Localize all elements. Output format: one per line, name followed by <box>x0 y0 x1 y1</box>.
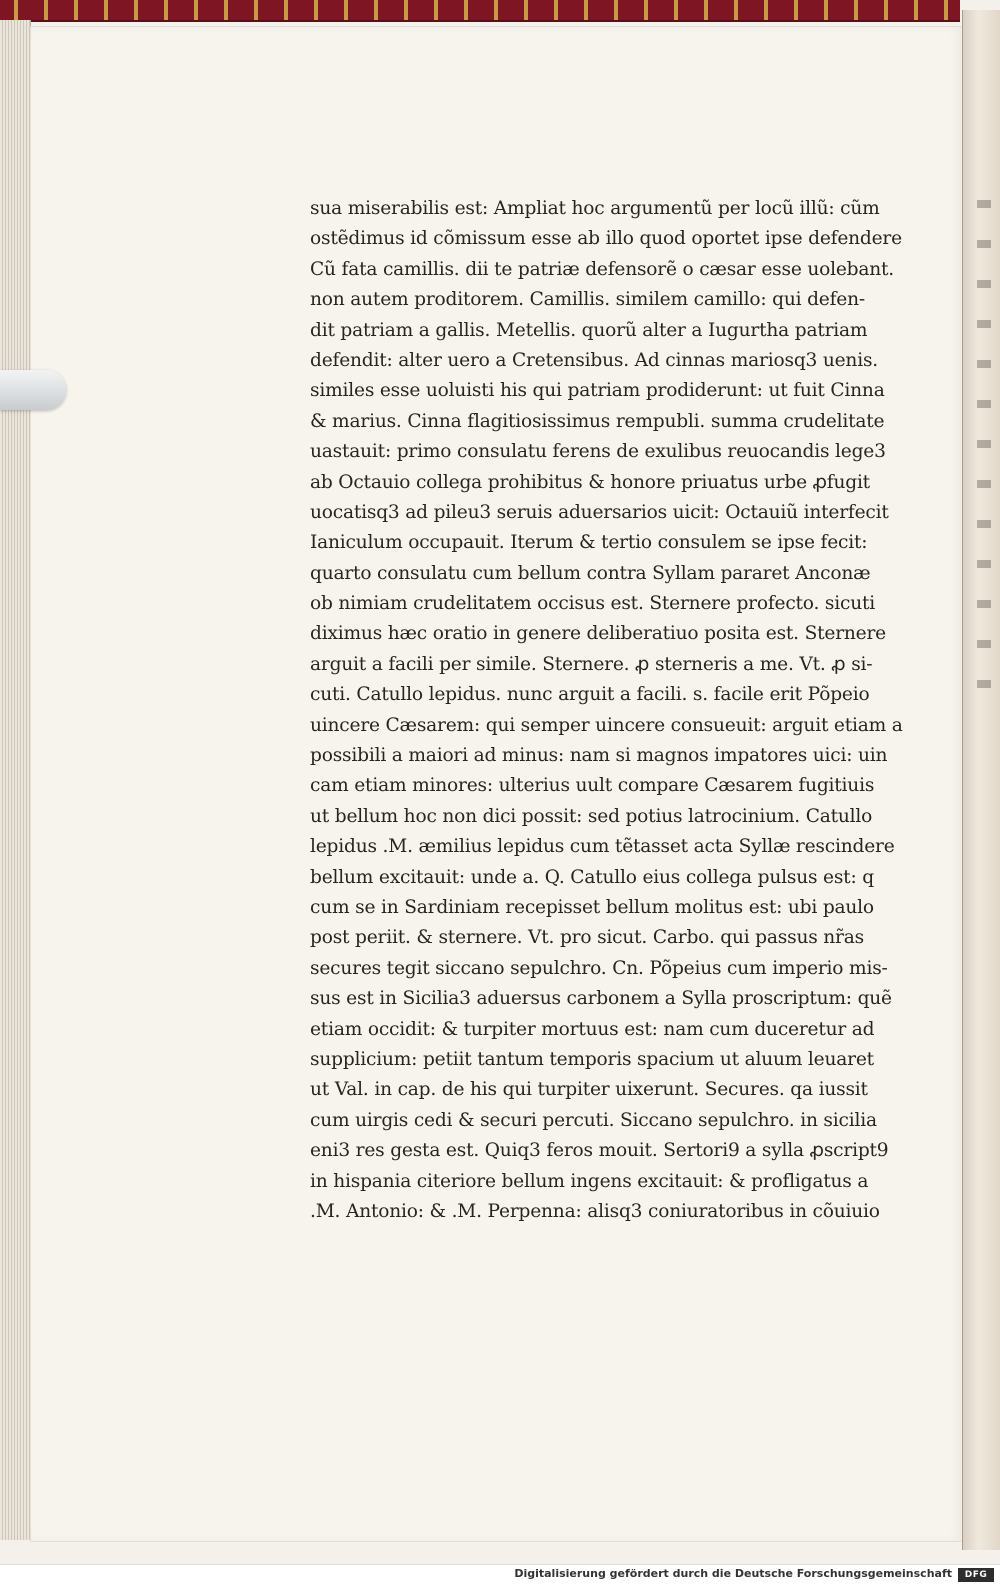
text-line: ut bellum hoc non dici possit: sed potius latrocinium. Catullo <box>310 805 873 827</box>
text-line: sus est in Sicilia3 aduersus carbonem a Sylla proscriptum: quẽ <box>310 988 892 1010</box>
text-line: in hispania citeriore bellum ingens excitauit: & profligatus a <box>310 1170 869 1192</box>
dfg-logo: DFG <box>958 1568 994 1582</box>
text-line: non autem proditorem. Camillis. similem camillo: qui defen- <box>310 289 865 311</box>
text-line: possibili a maiori ad minus: nam si magnos impatores uici: uin <box>310 745 888 767</box>
text-line: & marius. Cinna flagitiosissimus rempubli. summa crudelitate <box>310 410 885 432</box>
text-line: sua miserabilis est: Ampliat hoc argumentũ per locũ illũ: cũm <box>310 198 880 219</box>
text-line: Ianiculum occupauit. Iterum & tertio consulem se ipse fecit: <box>310 532 868 554</box>
text-line: defendit: alter uero a Cretensibus. Ad cinnas mariosq3 uenis. <box>310 349 879 371</box>
text-line: uincere Cæsarem: qui semper uincere consueuit: arguit etiam a <box>310 714 903 736</box>
text-line: ob nimiam crudelitatem occisus est. Sternere profecto. sicuti <box>310 593 875 615</box>
text-line: .M. Antonio: & .M. Perpenna: alisq3 coniuratoribus in cõuiuio <box>310 1200 880 1222</box>
bleed-through-marks <box>977 200 991 720</box>
text-line: arguit a facili per simile. Sternere. ꝓ sterneris a me. Vt. ꝓ si- <box>310 653 873 675</box>
text-line: eni3 res gesta est. Quiq3 feros mouit. Sertori9 a sylla ꝓscript9 <box>310 1140 889 1162</box>
book-cover-edge <box>0 0 960 22</box>
text-line: cam etiam minores: ulterius uult compare Cæsarem fugitiuis <box>310 775 875 797</box>
text-line: ab Octauio collega prohibitus & honore priuatus urbe ꝓfugit <box>310 471 870 493</box>
text-line: quarto consulatu cum bellum contra Syllam pararet Anconæ <box>310 562 871 584</box>
text-line: etiam occidit: & turpiter mortuus est: nam cum duceretur ad <box>310 1018 875 1040</box>
text-line: ut Val. in cap. de his qui turpiter uixerunt. Secures. qa iussit <box>310 1079 868 1101</box>
text-line: uocatisq3 ad pileu3 seruis aduersarios uicit: Octauiũ interfecit <box>310 501 889 523</box>
adjacent-page-edge <box>962 10 1000 1550</box>
text-line: post periit. & sternere. Vt. pro sicut. Carbo. qui passus nr̃as <box>310 927 864 949</box>
text-line: diximus hæc oratio in genere deliberatiuo posita est. Sternere <box>310 623 886 645</box>
text-line: cum se in Sardiniam recepisset bellum molitus est: ubi paulo <box>310 896 874 918</box>
text-line: bellum excitauit: unde a. Q. Catullo eius collega pulsus est: q <box>310 866 874 888</box>
funding-credit-text: Digitalisierung gefördert durch die Deutsche Forschungsgemeinschaft <box>514 1567 952 1580</box>
page-stack-edge <box>0 20 31 1540</box>
digitization-footer <box>0 1564 1000 1584</box>
text-line: ostẽdimus id cõmissum esse ab illo quod oportet ipse defendere <box>310 228 902 250</box>
text-line: cum uirgis cedi & securi percuti. Siccano sepulchro. in sicilia <box>310 1109 877 1131</box>
bookmark-tab <box>0 370 66 410</box>
page-text-block <box>310 194 903 1227</box>
text-line: Cũ fata camillis. dii te patriæ defensorẽ o cæsar esse uolebant. <box>310 258 894 280</box>
text-line: similes esse uoluisti his qui patriam prodiderunt: ut fuit Cinna <box>310 380 885 402</box>
text-line: supplicium: petiit tantum temporis spacium ut aluum leuaret <box>310 1048 874 1070</box>
text-line: dit patriam a gallis. Metellis. quorũ alter a Iugurtha patriam <box>310 319 868 341</box>
text-line: cuti. Catullo lepidus. nunc arguit a facili. s. facile erit Põpeio <box>310 684 870 706</box>
text-line: secures tegit siccano sepulchro. Cn. Põpeius cum imperio mis- <box>310 957 888 979</box>
text-line: uastauit: primo consulatu ferens de exulibus reuocandis lege3 <box>310 441 886 463</box>
text-line: lepidus .M. æmilius lepidus cum tẽtasset acta Syllæ rescindere <box>310 836 895 858</box>
